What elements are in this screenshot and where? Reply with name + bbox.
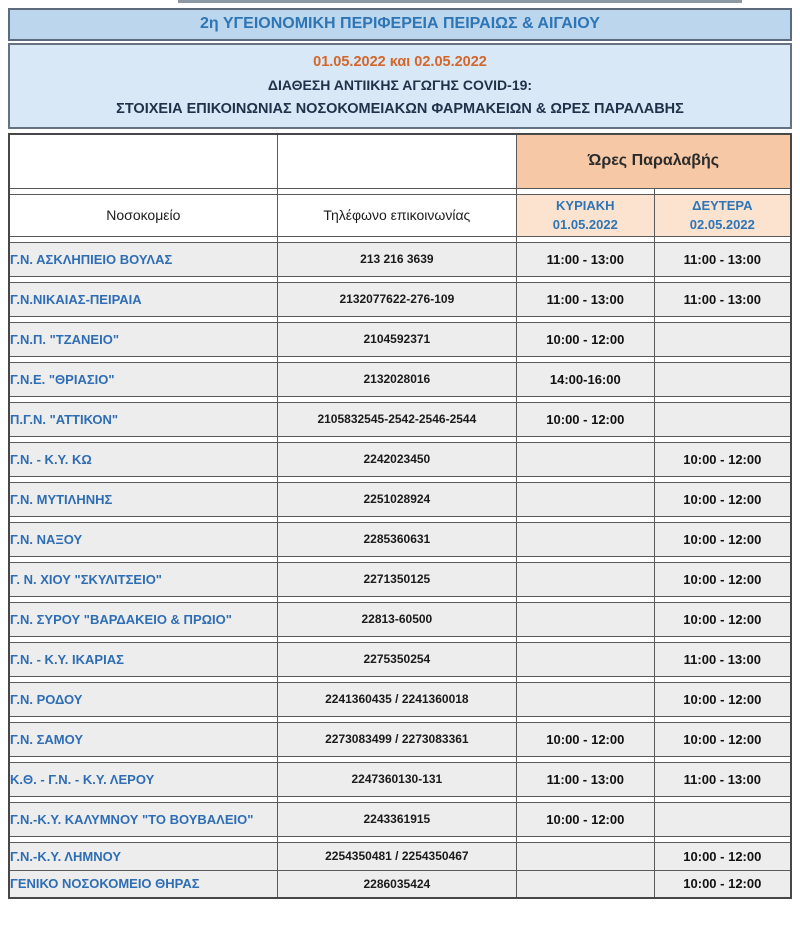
table-row bbox=[9, 562, 791, 596]
phone-cell: 2285360631 bbox=[277, 522, 516, 556]
sunday-hours-cell bbox=[517, 522, 655, 556]
phone-cell: 213 216 3639 bbox=[277, 242, 516, 276]
monday-hours-cell bbox=[654, 362, 791, 396]
region-title-bar bbox=[8, 8, 792, 41]
monday-hours-cell: 10:00 - 12:00 bbox=[654, 562, 791, 596]
hospitals-table bbox=[8, 133, 792, 899]
hospital-name-cell: Γ.Ν.-Κ.Υ. ΛΗΜΝΟΥ bbox=[9, 842, 277, 870]
table-row bbox=[9, 242, 791, 276]
table-row bbox=[9, 282, 791, 316]
phone-cell: 2247360130-131 bbox=[277, 762, 516, 796]
col-header-monday-date: 02.05.2022 bbox=[689, 217, 755, 232]
hospital-name-cell: Γ.Ν.ΝΙΚΑΙΑΣ-ΠΕΙΡΑΙΑ bbox=[9, 282, 277, 316]
phone-cell: 2132077622-276-109 bbox=[277, 282, 516, 316]
monday-hours-cell: 11:00 - 13:00 bbox=[654, 242, 791, 276]
sunday-hours-cell: 11:00 - 13:00 bbox=[517, 282, 655, 316]
table-row bbox=[9, 362, 791, 396]
col-header-hospital: Νοσοκομείο bbox=[9, 194, 277, 236]
group-header-row bbox=[9, 134, 791, 188]
monday-hours-cell: 11:00 - 13:00 bbox=[654, 762, 791, 796]
sunday-hours-cell bbox=[517, 842, 655, 870]
hospital-name-cell: Γ.Ν. ΝΑΞΟΥ bbox=[9, 522, 277, 556]
sunday-hours-cell: 11:00 - 13:00 bbox=[517, 762, 655, 796]
hospital-name-cell: Γ.Ν.Ε. "ΘΡΙΑΣΙΟ" bbox=[9, 362, 277, 396]
table-row bbox=[9, 802, 791, 836]
sunday-hours-cell bbox=[517, 562, 655, 596]
hospital-name-cell: Γ.Ν.-Κ.Υ. ΚΑΛΥΜΝΟΥ "ΤΟ ΒΟΥΒΑΛΕΙΟ" bbox=[9, 802, 277, 836]
monday-hours-cell: 10:00 - 12:00 bbox=[654, 682, 791, 716]
phone-cell: 2271350125 bbox=[277, 562, 516, 596]
col-header-sunday bbox=[517, 194, 655, 236]
sunday-hours-cell: 10:00 - 12:00 bbox=[517, 802, 655, 836]
region-title: 2η ΥΓΕΙΟΝΟΜΙΚΗ ΠΕΡΙΦΕΡΕΙΑ ΠΕΙΡΑΙΩΣ & ΑΙΓΑΙΟΥ bbox=[200, 15, 600, 32]
screenshot-crop-artifact bbox=[178, 0, 742, 3]
phone-cell: 22813-60500 bbox=[277, 602, 516, 636]
phone-cell: 2273083499 / 2273083361 bbox=[277, 722, 516, 756]
hospital-name-cell: Γ.Ν. ΑΣΚΛΗΠΙΕΙΟ ΒΟΥΛΑΣ bbox=[9, 242, 277, 276]
table-row bbox=[9, 762, 791, 796]
hospital-name-cell: Γ.Ν. - Κ.Υ. ΙΚΑΡΙΑΣ bbox=[9, 642, 277, 676]
announcement-header bbox=[8, 43, 792, 129]
hospital-name-cell: Γ.Ν. - Κ.Υ. ΚΩ bbox=[9, 442, 277, 476]
table-row bbox=[9, 870, 791, 898]
sunday-hours-cell bbox=[517, 442, 655, 476]
hospital-name-cell: Γ.Ν. ΣΥΡΟΥ "ΒΑΡΔΑΚΕΙΟ & ΠΡΩΙΟ" bbox=[9, 602, 277, 636]
subtitle-line-2: ΣΤΟΙΧΕΙΑ ΕΠΙΚΟΙΝΩΝΙΑΣ ΝΟΣΟΚΟΜΕΙΑΚΩΝ ΦΑΡΜΑΚΕΙΩΝ & ΩΡΕΣ ΠΑΡΑΛΑΒΗΣ bbox=[116, 101, 684, 117]
dates-line: 01.05.2022 και 02.05.2022 bbox=[313, 54, 487, 70]
phone-cell: 2275350254 bbox=[277, 642, 516, 676]
table-row bbox=[9, 642, 791, 676]
sunday-hours-cell bbox=[517, 602, 655, 636]
monday-hours-cell: 11:00 - 13:00 bbox=[654, 642, 791, 676]
table-row bbox=[9, 722, 791, 756]
sunday-hours-cell bbox=[517, 682, 655, 716]
monday-hours-cell bbox=[654, 322, 791, 356]
hospital-name-cell: Γ.Ν.Π. "ΤΖΑΝΕΙΟ" bbox=[9, 322, 277, 356]
phone-cell: 2105832545-2542-2546-2544 bbox=[277, 402, 516, 436]
col-header-monday bbox=[654, 194, 791, 236]
monday-hours-cell: 11:00 - 13:00 bbox=[654, 282, 791, 316]
table-row bbox=[9, 522, 791, 556]
sunday-hours-cell bbox=[517, 870, 655, 898]
table-row bbox=[9, 402, 791, 436]
hospital-name-cell: Γ. Ν. ΧΙΟΥ "ΣΚΥΛΙΤΣΕΙΟ" bbox=[9, 562, 277, 596]
sunday-hours-cell: 10:00 - 12:00 bbox=[517, 322, 655, 356]
phone-cell: 2243361915 bbox=[277, 802, 516, 836]
hospital-name-cell: Γ.Ν. ΡΟΔΟΥ bbox=[9, 682, 277, 716]
table-row bbox=[9, 682, 791, 716]
col-header-phone: Τηλέφωνο επικοινωνίας bbox=[277, 194, 516, 236]
column-header-row bbox=[9, 194, 791, 236]
hospital-name-cell: Γ.Ν. ΜΥΤΙΛΗΝΗΣ bbox=[9, 482, 277, 516]
sunday-hours-cell: 10:00 - 12:00 bbox=[517, 402, 655, 436]
table-row bbox=[9, 842, 791, 870]
col-header-monday-day: ΔΕΥΤΕΡΑ bbox=[692, 197, 753, 213]
subtitle-line-1: ΔΙΑΘΕΣΗ ΑΝΤΙΙΚΗΣ ΑΓΩΓΗΣ COVID-19: bbox=[267, 77, 533, 93]
monday-hours-cell bbox=[654, 802, 791, 836]
hospital-name-cell: ΓΕΝΙΚΟ ΝΟΣΟΚΟΜΕΙΟ ΘΗΡΑΣ bbox=[9, 870, 277, 898]
table-row bbox=[9, 322, 791, 356]
phone-cell: 2251028924 bbox=[277, 482, 516, 516]
empty-header-cell bbox=[277, 134, 516, 188]
monday-hours-cell: 10:00 - 12:00 bbox=[654, 870, 791, 898]
col-header-sunday-date: 01.05.2022 bbox=[552, 217, 618, 232]
phone-cell: 2132028016 bbox=[277, 362, 516, 396]
group-header-hours: Ώρες Παραλαβής bbox=[517, 134, 792, 188]
phone-cell: 2104592371 bbox=[277, 322, 516, 356]
phone-cell: 2286035424 bbox=[277, 870, 516, 898]
sunday-hours-cell bbox=[517, 642, 655, 676]
monday-hours-cell: 10:00 - 12:00 bbox=[654, 522, 791, 556]
phone-cell: 2241360435 / 2241360018 bbox=[277, 682, 516, 716]
monday-hours-cell: 10:00 - 12:00 bbox=[654, 722, 791, 756]
monday-hours-cell: 10:00 - 12:00 bbox=[654, 842, 791, 870]
empty-header-cell bbox=[9, 134, 277, 188]
hospital-name-cell: Κ.Θ. - Γ.Ν. - Κ.Υ. ΛΕΡΟΥ bbox=[9, 762, 277, 796]
sunday-hours-cell bbox=[517, 482, 655, 516]
sunday-hours-cell: 10:00 - 12:00 bbox=[517, 722, 655, 756]
col-header-sunday-day: ΚΥΡΙΑΚΗ bbox=[556, 197, 615, 213]
phone-cell: 2242023450 bbox=[277, 442, 516, 476]
monday-hours-cell: 10:00 - 12:00 bbox=[654, 602, 791, 636]
hospital-name-cell: Γ.Ν. ΣΑΜΟΥ bbox=[9, 722, 277, 756]
phone-cell: 2254350481 / 2254350467 bbox=[277, 842, 516, 870]
monday-hours-cell bbox=[654, 402, 791, 436]
table-row bbox=[9, 602, 791, 636]
table-row bbox=[9, 482, 791, 516]
sunday-hours-cell: 14:00-16:00 bbox=[517, 362, 655, 396]
sunday-hours-cell: 11:00 - 13:00 bbox=[517, 242, 655, 276]
table-row bbox=[9, 442, 791, 476]
monday-hours-cell: 10:00 - 12:00 bbox=[654, 482, 791, 516]
hospital-name-cell: Π.Γ.Ν. "ΑΤΤΙΚΟΝ" bbox=[9, 402, 277, 436]
monday-hours-cell: 10:00 - 12:00 bbox=[654, 442, 791, 476]
